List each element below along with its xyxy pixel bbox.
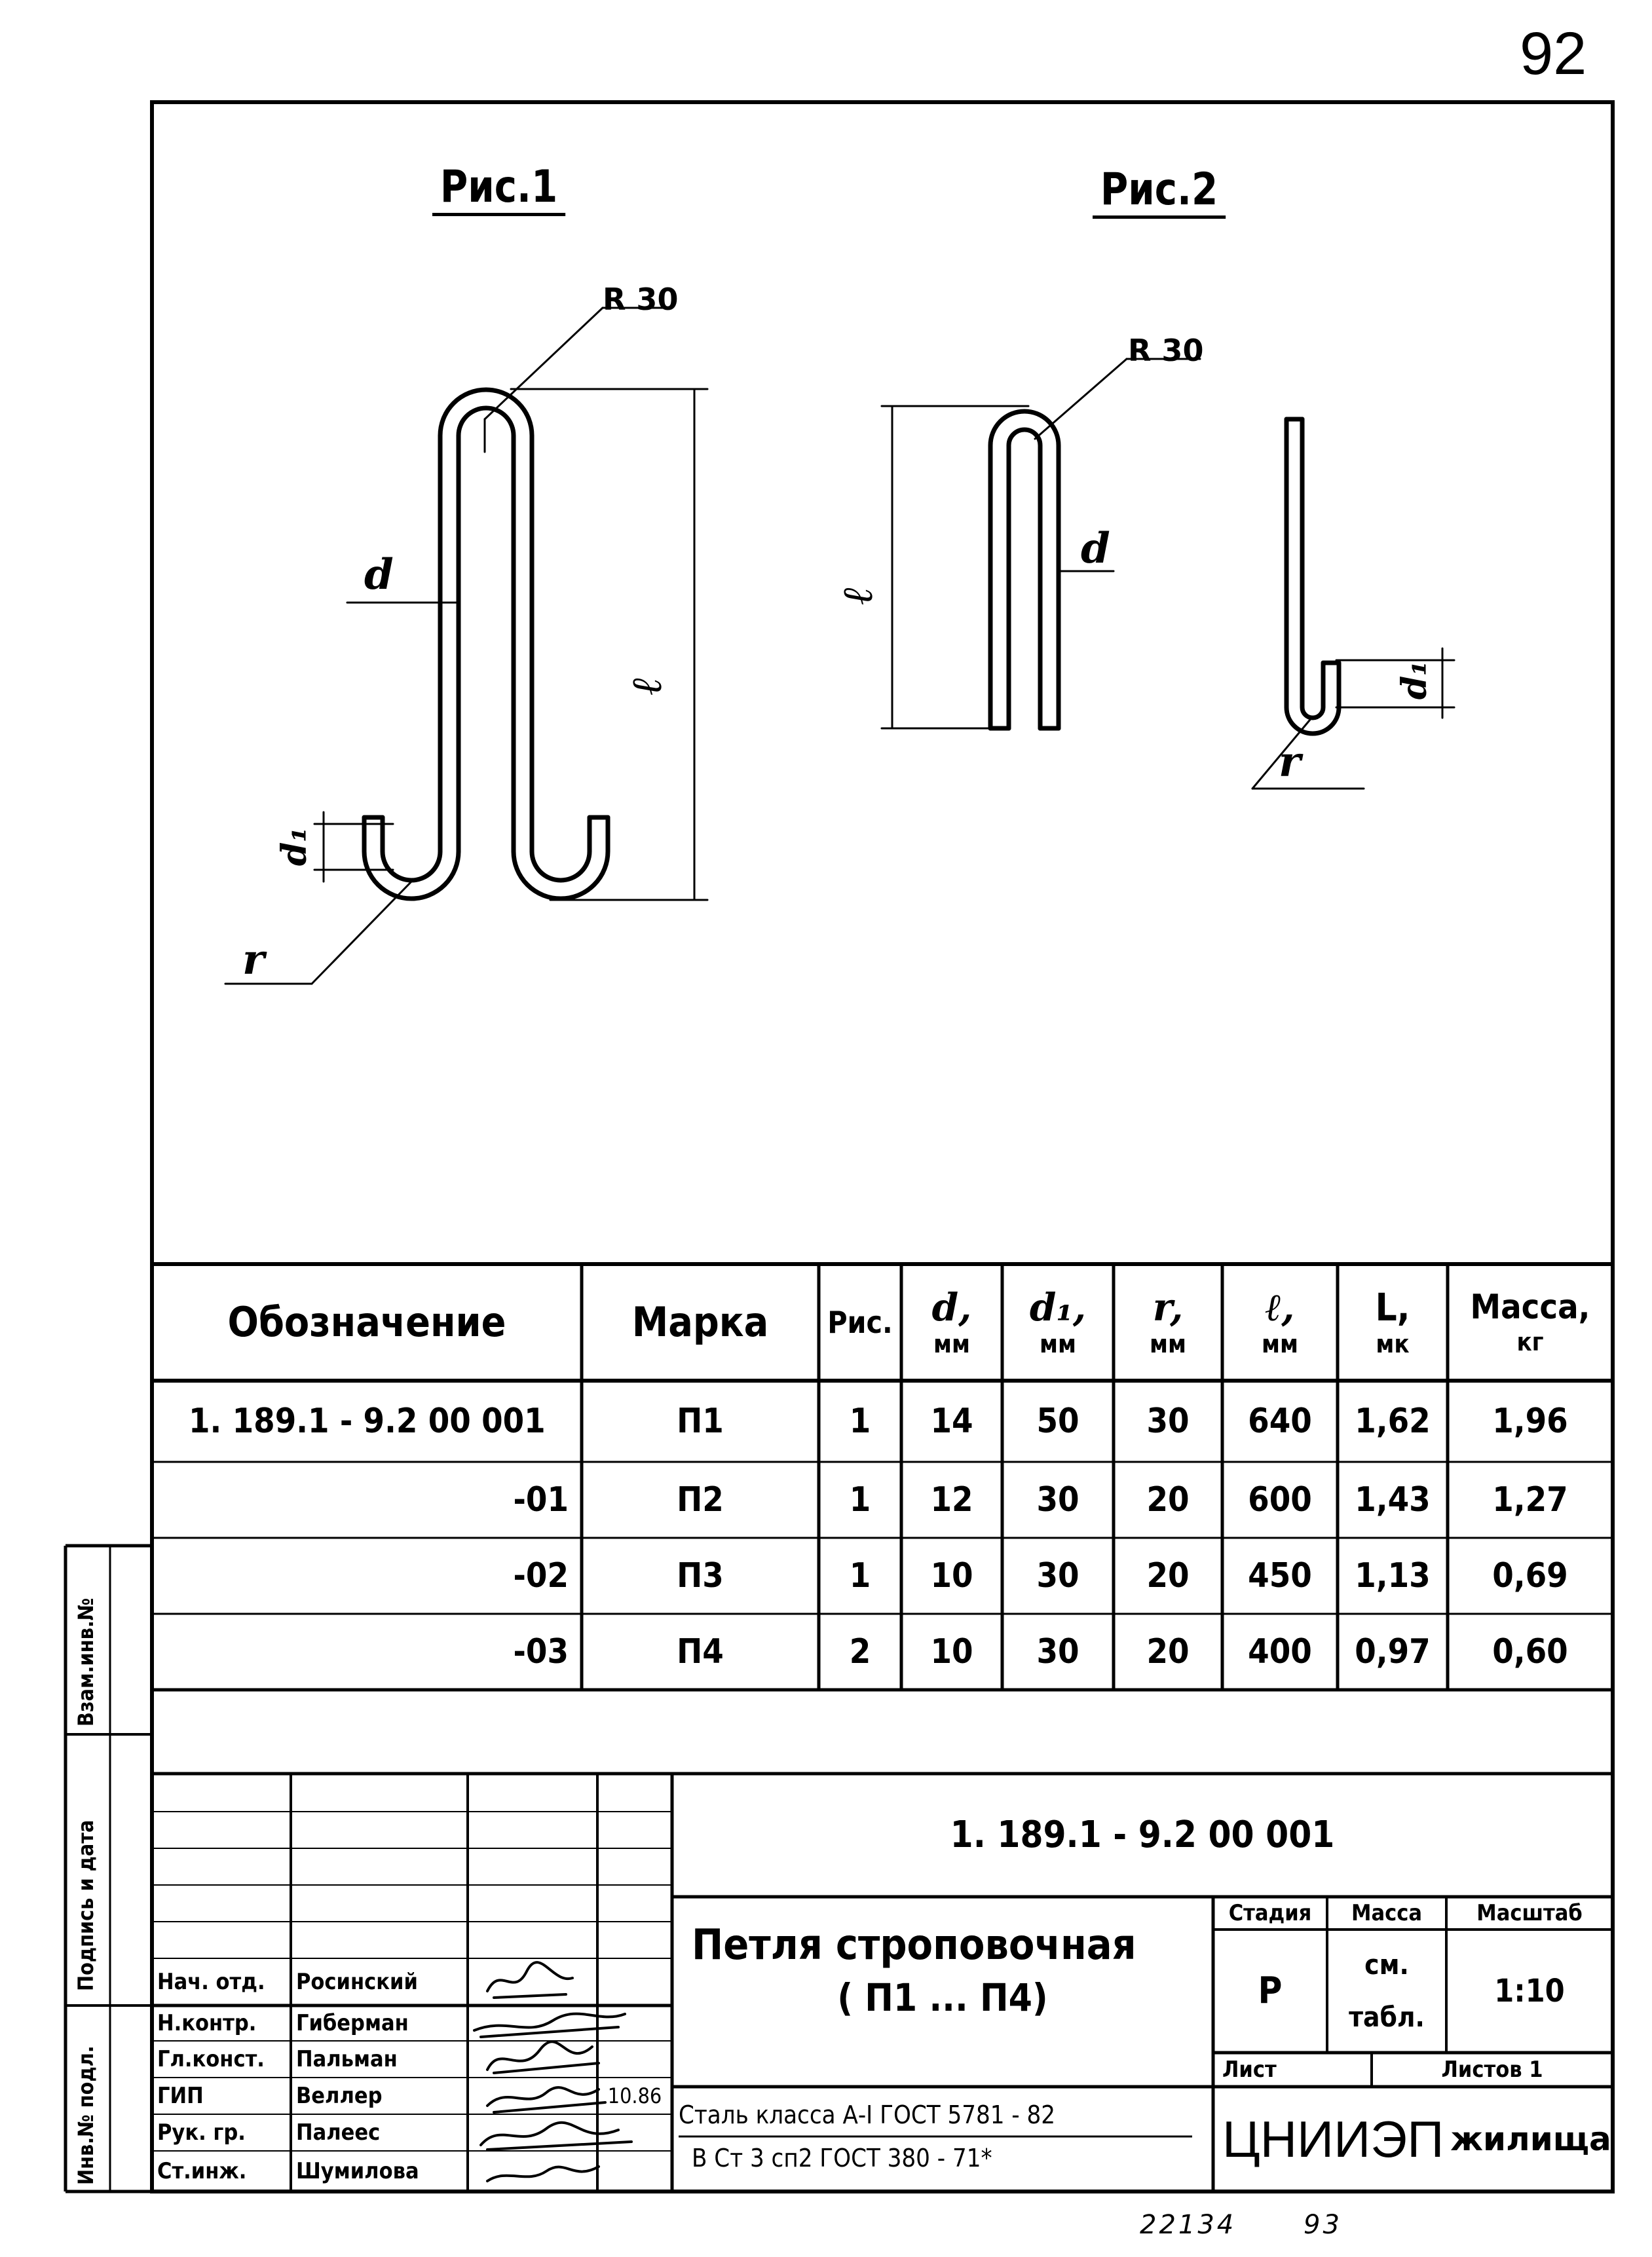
table-row-4-mass: 0,60 — [1492, 1632, 1568, 1671]
fig2-leg-outline — [1286, 419, 1339, 734]
title-block-title-line-1: Петля строповочная — [692, 1921, 1136, 1969]
fig2-d1-label: d₁ — [1395, 660, 1435, 700]
fig2-title: Рис.2 — [1093, 164, 1226, 219]
table-row-4-fig: 2 — [849, 1632, 871, 1671]
scale-label: Масштаб — [1476, 1900, 1583, 1926]
next-sheet-number: 93 — [1304, 2210, 1342, 2240]
header-d1 — [1002, 1264, 1114, 1381]
table-row-2-r: 20 — [1146, 1480, 1190, 1520]
table-row-3-r: 20 — [1146, 1556, 1190, 1595]
header-d-symbol: d, — [931, 1285, 972, 1330]
header-r-symbol: r, — [1152, 1285, 1184, 1330]
sheet-label: Лист — [1222, 2057, 1277, 2083]
table-row-1-L: 1,62 — [1355, 1402, 1431, 1441]
table-row-3-L: 1,13 — [1355, 1556, 1431, 1595]
staff-name-5: Палеес — [296, 2119, 381, 2146]
fig1-dimension-lines — [225, 308, 707, 984]
table-row-2-L: 1,43 — [1355, 1480, 1431, 1520]
fig2-radius-label: R 30 — [1128, 333, 1204, 368]
mass-value-line-1: см. — [1364, 1949, 1409, 1981]
table-row-1-r: 30 — [1146, 1402, 1190, 1441]
fig1-r-label: r — [242, 935, 265, 984]
staff-name-3: Пальман — [296, 2046, 398, 2072]
archive-number: 22134 — [1140, 2210, 1237, 2240]
fig2-l-label: ℓ — [833, 586, 883, 605]
table-row-4-d1: 30 — [1036, 1632, 1079, 1671]
table-row-1-fig: 1 — [849, 1402, 871, 1441]
table-row-3-designation: -02 — [513, 1556, 569, 1595]
staff-role-2: Н.контр. — [157, 2010, 257, 2036]
header-l-unit: мм — [1262, 1330, 1298, 1358]
mass-label: Масса — [1351, 1900, 1422, 1926]
table-row-2-d1: 30 — [1036, 1480, 1079, 1520]
fig2-r-label: r — [1279, 737, 1301, 787]
staff-name-4: Веллер — [296, 2083, 383, 2109]
fig1-l-label: ℓ — [622, 677, 672, 696]
header-r-unit: мм — [1150, 1330, 1186, 1358]
header-d — [901, 1264, 1002, 1381]
material-line-2: В Ст 3 сп2 ГОСТ 380 - 71* — [692, 2144, 992, 2173]
organization-name-part-2: жилища — [1450, 2120, 1611, 2158]
table-row-3-l: 450 — [1248, 1556, 1312, 1595]
signature-date: 10.86 — [607, 2083, 662, 2108]
side-label-inv-vzam: Взам.инв.№ — [73, 1597, 98, 1726]
fig1-d-label: d — [364, 550, 394, 599]
table-row-2-mass: 1,27 — [1492, 1480, 1568, 1520]
table-row-4-r: 20 — [1146, 1632, 1190, 1671]
table-row-4-L: 0,97 — [1355, 1632, 1431, 1671]
header-d1-symbol: d₁, — [1029, 1285, 1087, 1330]
table-row-4-d: 10 — [930, 1632, 973, 1671]
table-row-3-d: 10 — [930, 1556, 973, 1595]
header-d-unit: мм — [933, 1330, 970, 1358]
header-L-unit: мк — [1376, 1330, 1410, 1358]
header-mass-label: Масса, — [1470, 1288, 1590, 1327]
stage-value: Р — [1258, 1969, 1283, 2012]
title-block-doc-code: 1. 189.1 - 9.2 00 001 — [950, 1814, 1335, 1856]
fig2-d-label: d — [1081, 524, 1110, 573]
table-row-3-fig: 1 — [849, 1556, 871, 1595]
table-row-2-d: 12 — [930, 1480, 973, 1520]
fig2-loop-outline — [990, 411, 1059, 728]
table-row-2-designation: -01 — [513, 1480, 569, 1520]
staff-role-6: Ст.инж. — [157, 2158, 247, 2184]
table-row-1-d1: 50 — [1036, 1402, 1079, 1441]
header-mark: Марка — [631, 1298, 769, 1346]
table-row-2-fig: 1 — [849, 1480, 871, 1520]
table-row-1-mass: 1,96 — [1492, 1402, 1568, 1441]
fig1-radius-label: R 30 — [603, 282, 679, 317]
staff-name-2: Гиберман — [296, 2010, 409, 2036]
staff-role-1: Нач. отд. — [157, 1969, 265, 1995]
header-L-symbol: L, — [1375, 1285, 1410, 1330]
organization-name — [1222, 2087, 1611, 2192]
table-row-4-l: 400 — [1248, 1632, 1312, 1671]
header-d1-unit: мм — [1040, 1330, 1076, 1358]
staff-role-3: Гл.конст. — [157, 2046, 265, 2072]
table-row-3-mass: 0,69 — [1492, 1556, 1568, 1595]
header-mass — [1448, 1264, 1613, 1381]
header-mass-unit: кг — [1516, 1328, 1544, 1356]
table-row-1-designation: 1. 189.1 - 9.2 00 001 — [189, 1402, 546, 1441]
organization-name-part-1: ЦНИИЭП — [1222, 2110, 1444, 2168]
header-fig: Рис. — [827, 1305, 893, 1340]
staff-role-5: Рук. гр. — [157, 2119, 246, 2146]
table-row-3-mark: П3 — [677, 1556, 724, 1595]
table-row-1-l: 640 — [1248, 1402, 1312, 1441]
staff-name-1: Росинский — [296, 1969, 418, 1995]
sheets-count-label: Листов 1 — [1441, 2057, 1543, 2083]
scale-value: 1:10 — [1494, 1973, 1565, 2009]
handwritten-signatures — [468, 1958, 664, 2192]
staff-name-6: Шумилова — [296, 2158, 419, 2184]
header-L — [1338, 1264, 1448, 1381]
fig1-title: Рис.1 — [432, 161, 565, 216]
table-row-4-designation: -03 — [513, 1632, 569, 1671]
table-row-2-mark: П2 — [677, 1480, 724, 1520]
side-label-inv-podl: Инв.№ подл. — [73, 2045, 98, 2185]
material-line-1: Сталь класса А-I ГОСТ 5781 - 82 — [679, 2100, 1055, 2129]
table-row-1-d: 14 — [930, 1402, 973, 1441]
header-l-symbol: ℓ, — [1265, 1285, 1295, 1330]
mass-value-line-2: табл. — [1349, 2001, 1425, 2033]
header-l — [1222, 1264, 1338, 1381]
table-row-3-d1: 30 — [1036, 1556, 1079, 1595]
side-label-signature-date: Подпись и дата — [73, 1819, 98, 1991]
header-designation: Обозначение — [227, 1298, 506, 1346]
table-row-1-mark: П1 — [677, 1402, 724, 1441]
header-r — [1114, 1264, 1222, 1381]
title-block-title-line-2: ( П1 ... П4) — [837, 1975, 1048, 2020]
table-row-4-mark: П4 — [677, 1632, 724, 1671]
stage-label: Стадия — [1228, 1900, 1312, 1926]
fig1-loop-outline — [364, 390, 608, 899]
table-row-2-l: 600 — [1248, 1480, 1312, 1520]
page-number: 92 — [1520, 20, 1587, 87]
staff-role-4: ГИП — [157, 2083, 204, 2109]
fig1-d1-label: d₁ — [274, 827, 315, 867]
